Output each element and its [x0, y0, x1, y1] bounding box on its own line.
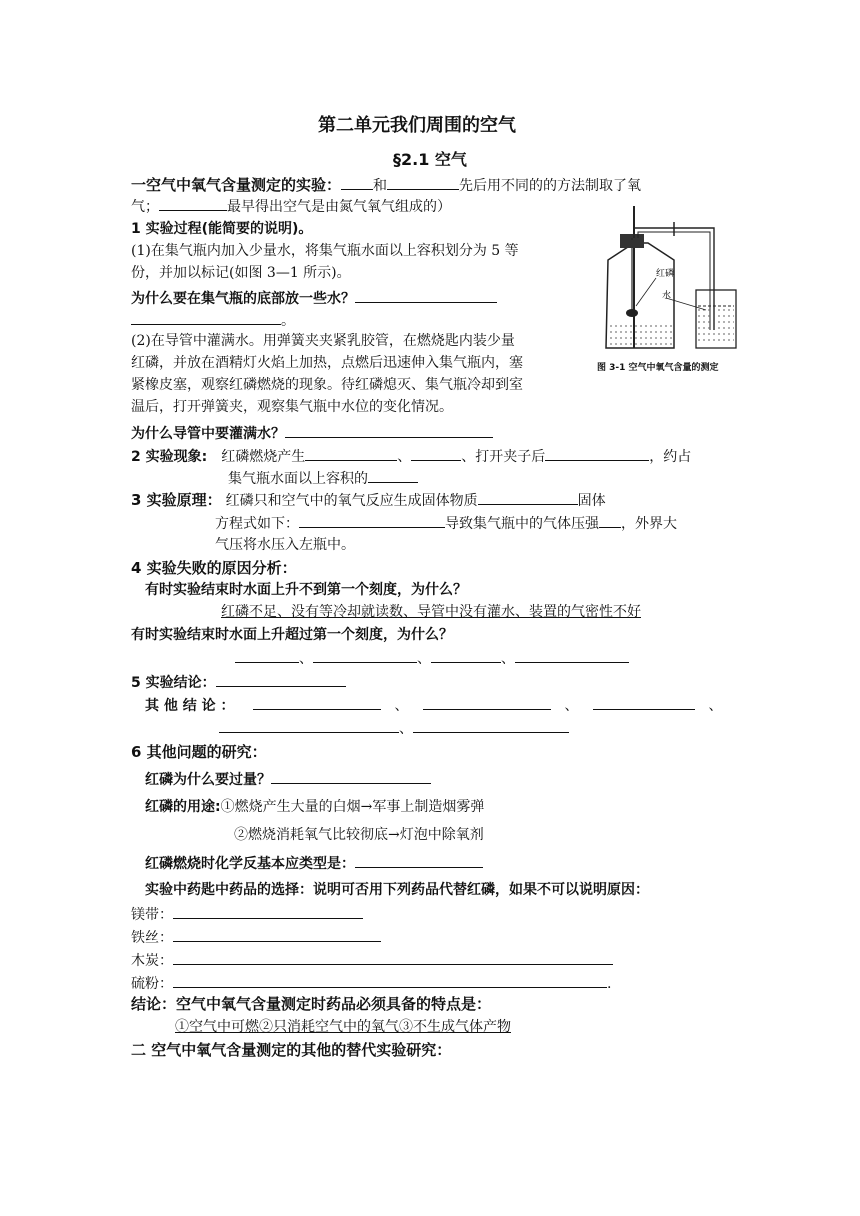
other-conclusions-label: 其 他 结 论 ： — [145, 698, 235, 714]
question-water-bottom-cont — [131, 310, 295, 331]
text: 。 — [281, 313, 295, 329]
section-subtitle: §2.1 空气 — [393, 150, 467, 169]
blank — [271, 769, 431, 784]
reagent-label: 铁丝： — [131, 930, 173, 946]
label-water: 水 — [662, 291, 672, 301]
separator: 、 — [399, 721, 413, 737]
part-5-other-conclusions — [145, 695, 723, 716]
part-2-line-2 — [228, 468, 418, 489]
part-4-question-1: 有时实验结束时水面上升不到第一个刻度，为什么？ — [145, 582, 467, 598]
step-2-line-d: 温后，打开弹簧夹，观察集气瓶中水位的变化情况。 — [131, 399, 453, 415]
section-1-line-1 — [131, 175, 641, 196]
reagent-label: 镁带： — [131, 907, 173, 923]
text: ，外界大 — [621, 516, 677, 532]
label-red-phosphorus: 红磷 — [656, 269, 675, 279]
separator: 、 — [501, 651, 515, 667]
conclusion-answer: ①空气中可燃②只消耗空气中的氧气③不生成气体产物 — [175, 1019, 511, 1035]
step-1-line-a: (1)在集气瓶内加入少量水，将集气瓶水面以上容积划分为 5 等 — [131, 243, 519, 259]
separator: 、 — [299, 651, 313, 667]
section-1-heading: 一空气中氧气含量测定的实验： — [131, 176, 342, 194]
blank — [411, 446, 461, 461]
text: 最早得出空气是由氮气氧气组成的） — [227, 199, 451, 215]
reagent-iron — [131, 927, 381, 948]
step-2-line-a: (2)在导管中灌满水。用弹簧夹夹紧乳胶管，在燃烧匙内装少量 — [131, 333, 515, 349]
question-text: 为什么要在集气瓶的底部放一些水？ — [131, 291, 355, 307]
part-6-heading: 6 其他问题的研究： — [131, 743, 267, 761]
question-tube-water — [131, 423, 493, 444]
reagent-label: 硫粉： — [131, 976, 173, 992]
part-2-heading: 2 实验现象: — [131, 449, 208, 465]
part-4-answers — [221, 602, 641, 622]
blank — [173, 927, 381, 942]
part-5-line — [131, 672, 346, 693]
experiment-apparatus-figure — [596, 198, 764, 378]
blank — [285, 423, 493, 438]
text: 方程式如下： — [215, 516, 299, 532]
blank — [413, 718, 569, 733]
text: 和 — [373, 178, 388, 194]
text: 固体 — [577, 493, 606, 509]
page-title: 第二单元我们周围的空气 — [318, 115, 516, 136]
blank — [173, 950, 613, 965]
blank — [355, 288, 497, 303]
text: 集气瓶水面以上容积的 — [228, 471, 368, 487]
blank — [219, 718, 399, 733]
blank — [305, 446, 397, 461]
blank — [387, 175, 459, 190]
figure-caption: 图 3-1 空气中氧气含量的测定 — [597, 363, 719, 373]
blank — [159, 196, 227, 211]
separator: 、 — [277, 604, 291, 620]
question-water-bottom — [131, 288, 497, 309]
text: 、 — [397, 449, 412, 465]
part-6-question-excess — [145, 769, 431, 790]
blank — [545, 446, 649, 461]
separator: 、 — [394, 698, 409, 714]
blank — [235, 648, 299, 663]
question-text: 红磷燃烧时化学反基本应类型是： — [145, 856, 355, 872]
blank — [355, 853, 483, 868]
part-6-uses-2: ②燃烧消耗氧气比较彻底→灯泡中除氧剂 — [234, 827, 484, 843]
blank — [423, 695, 551, 710]
separator: 、 — [403, 604, 417, 620]
part-6-reagent-choice: 实验中药匙中药品的选择：说明可否用下列药品代替红磷，如果不可以说明原因： — [145, 882, 649, 898]
step-2-line-b: 红磷，并放在酒精灯火焰上加热，点燃后迅速伸入集气瓶内，塞 — [131, 355, 523, 371]
step-1-line-b: 份，并加以标记(如图 3—1 所示)。 — [131, 265, 351, 281]
answer-text: 没有等冷却就读数 — [291, 604, 403, 620]
text: 红磷只和空气中的氧气反应生成固体物质 — [225, 493, 478, 509]
blank — [253, 695, 381, 710]
separator: 、 — [515, 604, 529, 620]
answer-text: 红磷不足 — [221, 604, 277, 620]
part-1-heading: 1 实验过程(能简要的说明)。 — [131, 221, 313, 237]
uses-label: 红磷的用途: — [145, 799, 221, 815]
part-4-question-2: 有时实验结束时水面上升超过第一个刻度，为什么？ — [131, 627, 453, 643]
blank — [599, 513, 621, 528]
text: ，约占 — [649, 449, 692, 465]
part-4-blanks — [235, 648, 629, 669]
blank — [173, 973, 607, 988]
question-text: 为什么导管中要灌满水？ — [131, 426, 285, 442]
part-3-line-1 — [131, 490, 606, 511]
question-text: 红磷为什么要过量？ — [145, 772, 271, 788]
reagent-sulfur — [131, 973, 611, 994]
blank — [515, 648, 629, 663]
blank — [173, 904, 363, 919]
text: 导致集气瓶中的气体压强 — [445, 516, 599, 532]
blank — [341, 175, 373, 190]
text: 先后用不同的的方法制取了氧 — [459, 178, 642, 194]
blank — [131, 310, 281, 325]
part-3-heading: 3 实验原理： — [131, 491, 222, 509]
answer-text: 装置的气密性不好 — [529, 604, 641, 620]
blank — [313, 648, 417, 663]
blank — [368, 468, 418, 483]
part-3-line-2 — [215, 513, 677, 534]
reagent-label: 木炭： — [131, 953, 173, 969]
separator: 、 — [564, 698, 579, 714]
conclusion-heading: 结论：空气中氧气含量测定时药品必须具备的特点是： — [131, 995, 492, 1013]
blank — [431, 648, 501, 663]
part-5-heading: 5 实验结论： — [131, 675, 216, 691]
blank — [299, 513, 445, 528]
text: 、打开夹子后 — [461, 449, 546, 465]
answer-text: 导管中没有灌水 — [417, 604, 515, 620]
reagent-magnesium — [131, 904, 363, 925]
separator: 、 — [417, 651, 431, 667]
part-6-reaction-type — [145, 853, 483, 874]
part-6-uses-1 — [145, 797, 484, 817]
part-4-heading: 4 实验失败的原因分析： — [131, 559, 297, 577]
text: 气； — [131, 199, 159, 215]
blank — [593, 695, 695, 710]
blank — [216, 672, 346, 687]
section-1-line-2 — [131, 196, 451, 217]
reagent-charcoal — [131, 950, 613, 971]
part-2-line-1 — [131, 446, 691, 467]
separator: 、 — [708, 698, 723, 714]
text: . — [607, 976, 612, 992]
section-2-heading: 二 空气中氧气含量测定的其他的替代实验研究： — [131, 1041, 452, 1059]
part-5-other-conclusions-cont — [219, 718, 569, 739]
step-2-line-c: 紧橡皮塞，观察红磷燃烧的现象。待红磷熄灭、集气瓶冷却到室 — [131, 377, 523, 393]
part-3-line-3: 气压将水压入左瓶中。 — [215, 537, 355, 553]
blank — [478, 490, 578, 505]
text: 红磷燃烧产生 — [221, 449, 306, 465]
use-item: ①燃烧产生大量的白烟→军事上制造烟雾弹 — [220, 799, 485, 815]
